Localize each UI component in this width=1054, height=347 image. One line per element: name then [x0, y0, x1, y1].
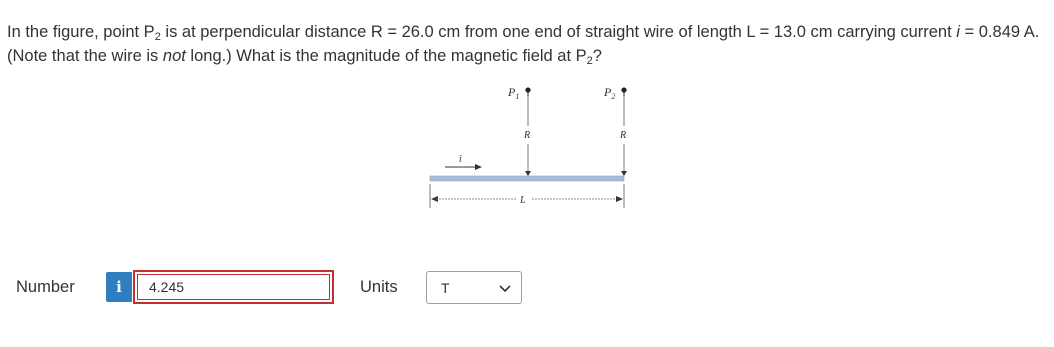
question-part: is at perpendicular distance R = 26.0 cm from one end of straight wire of length L = 13.0 cm carrying current	[160, 23, 957, 41]
current-symbol: i	[956, 23, 960, 41]
question-text	[7, 20, 1047, 68]
r2-arrowhead	[621, 171, 627, 176]
l-right-arrowhead	[616, 196, 623, 202]
question-part: In the figure, point P	[7, 23, 155, 41]
question-part: ?	[592, 47, 602, 65]
figure-diagram	[420, 82, 650, 212]
p2-label: $P_2$	[604, 85, 616, 101]
wire-figure	[420, 82, 650, 212]
units-label: Units	[360, 278, 398, 296]
r2-label: R	[620, 130, 627, 141]
info-icon[interactable]: i	[106, 272, 132, 302]
current-label: i	[459, 154, 462, 165]
units-select[interactable]	[426, 271, 522, 304]
question-part: = 0.849 A. (Note that the wire is	[7, 23, 1040, 65]
r1-arrowhead	[525, 171, 531, 176]
chevron-down-icon	[499, 282, 511, 294]
emphasis-not: not	[162, 47, 186, 65]
r1-label: R	[524, 130, 531, 141]
l-label: L	[520, 195, 526, 206]
p1-label: $P_1$	[508, 85, 520, 101]
number-label: Number	[16, 278, 75, 296]
current-arrowhead	[475, 164, 482, 170]
units-selected-value: T	[441, 280, 450, 296]
answer-row	[0, 270, 1054, 304]
wire	[430, 176, 624, 181]
subscript: 2	[154, 31, 161, 43]
subscript: 2	[586, 55, 593, 67]
number-input[interactable]	[133, 270, 334, 304]
question-part: long.) What is the magnitude of the magnetic field at P	[185, 47, 587, 65]
